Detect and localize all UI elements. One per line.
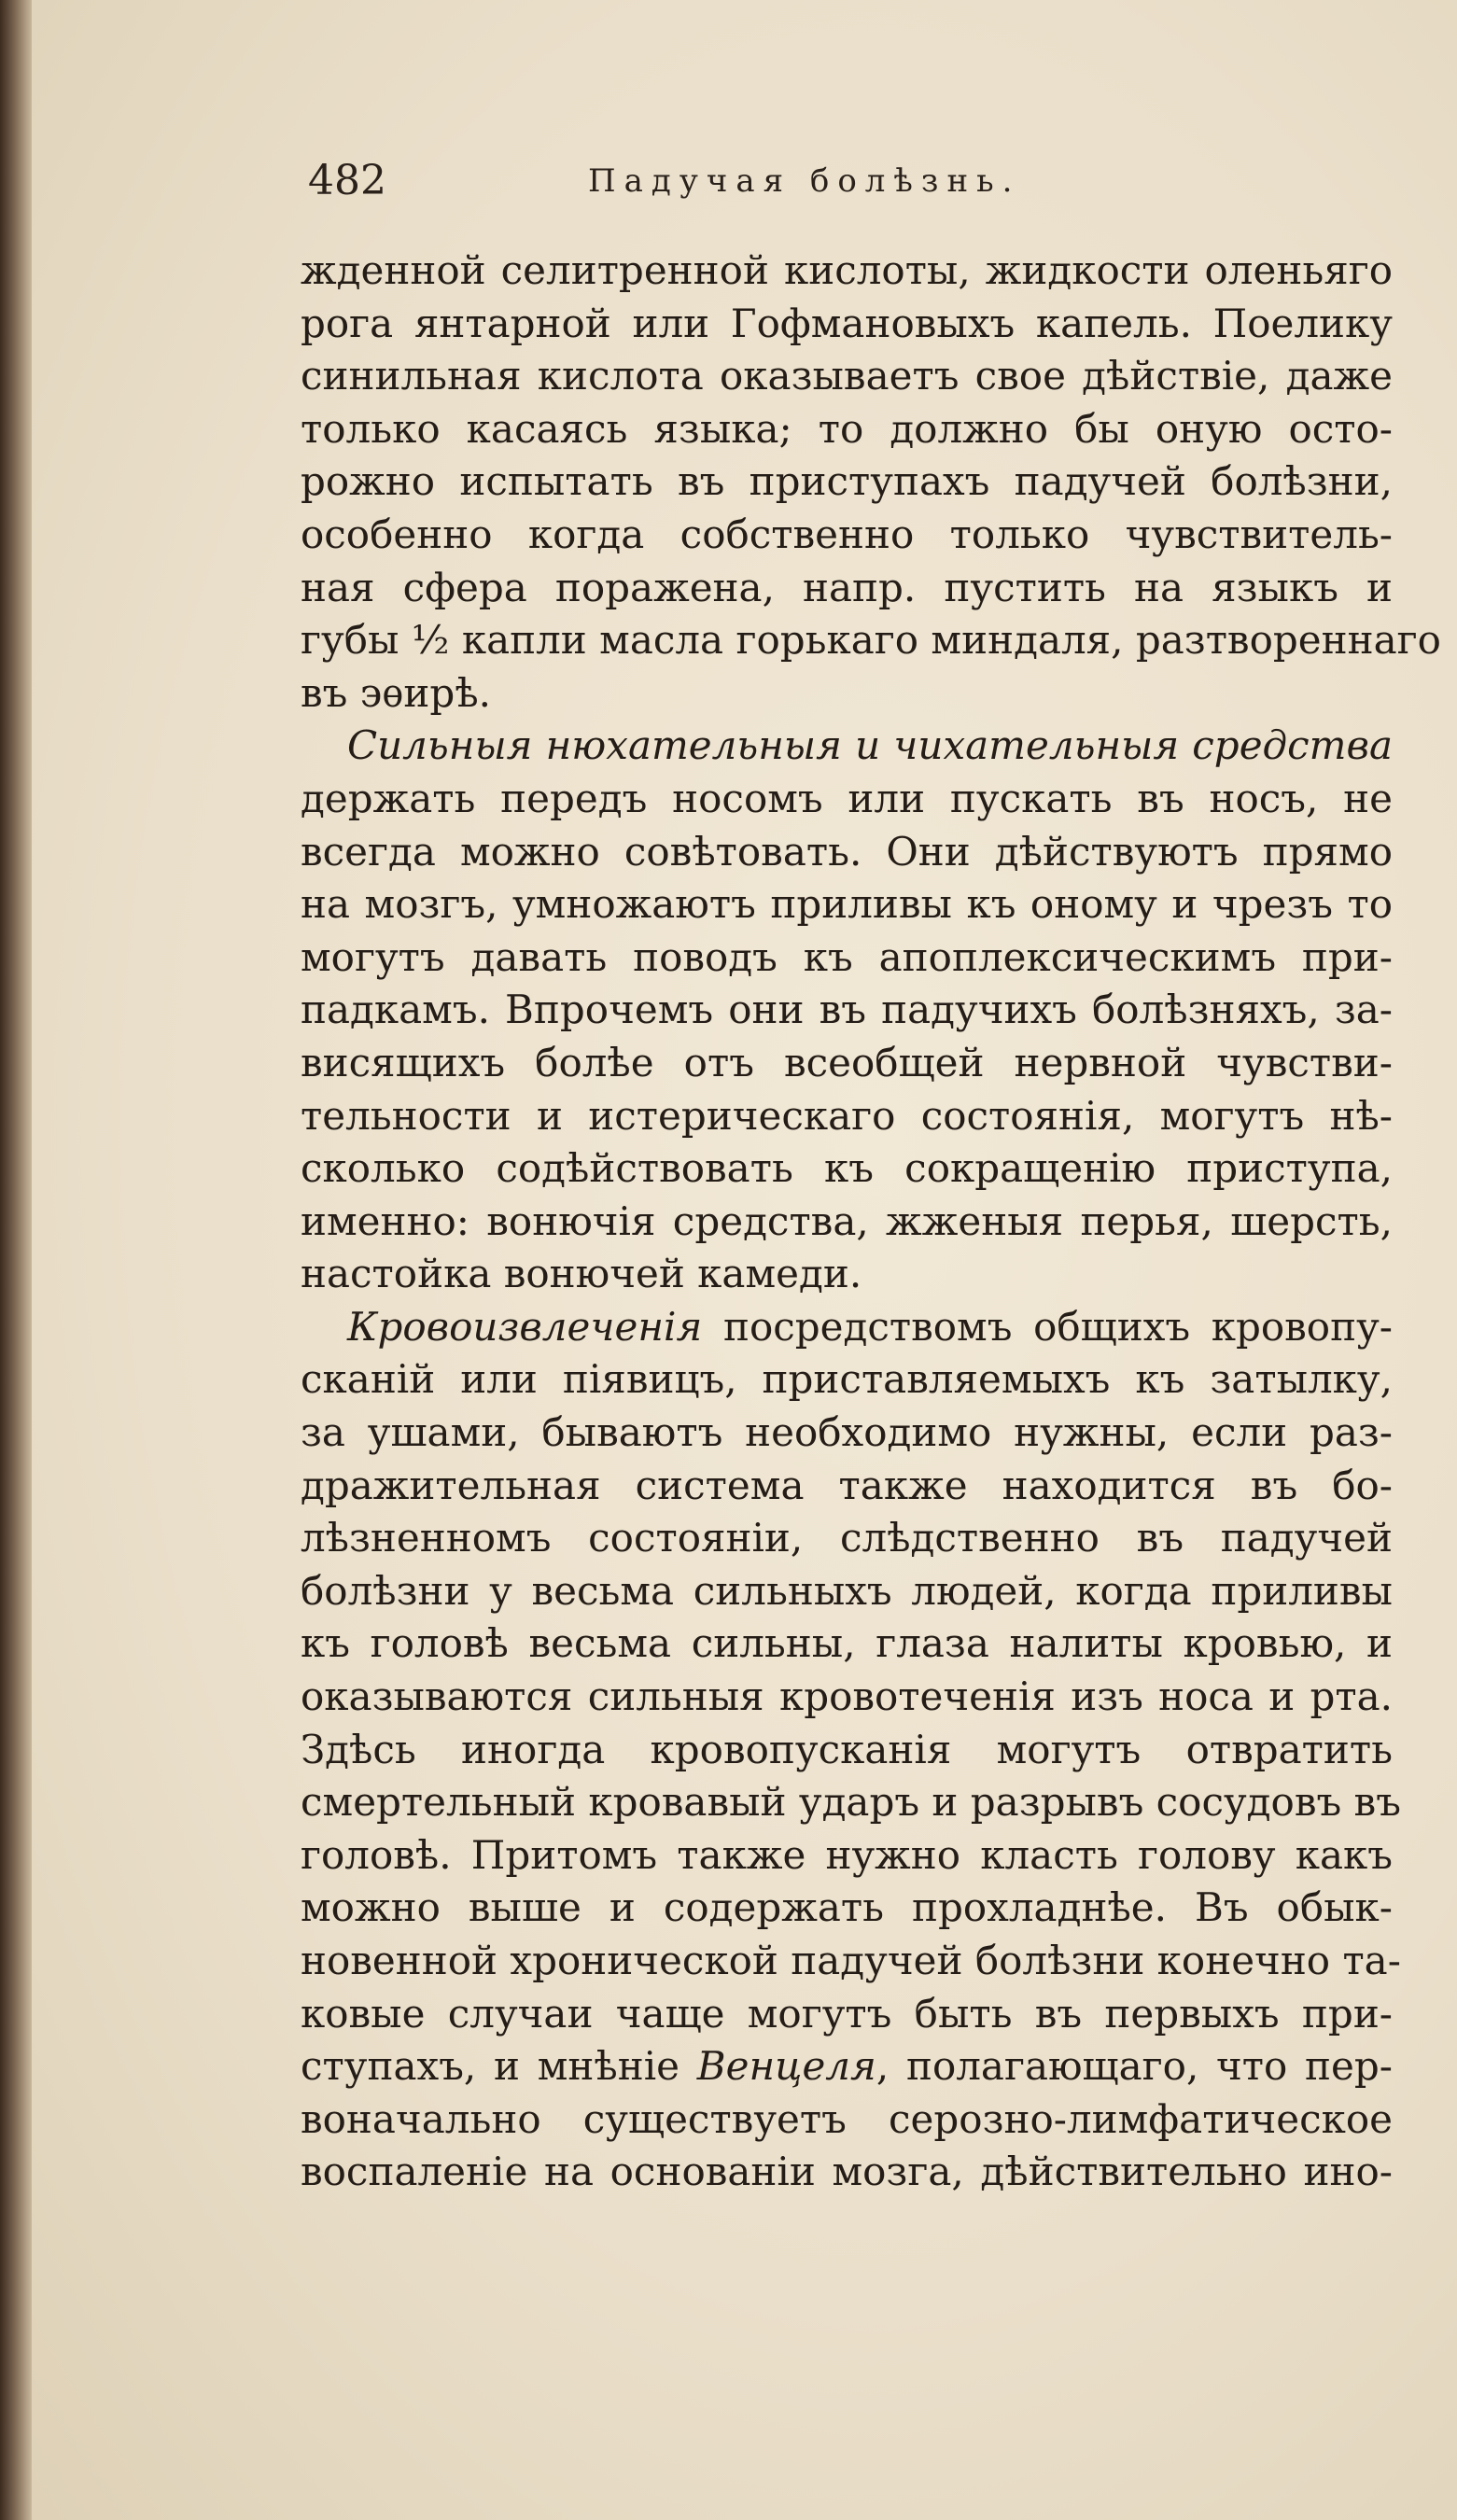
text-line: дражительная система также находится въ бо- [301,1462,1393,1508]
page-number: 482 [308,157,386,204]
text-line: падкамъ. Впрочемъ они въ падучихъ болѣзняхъ, за- [301,987,1393,1033]
text-line: ковые случаи чаще могутъ быть въ первыхъ при- [301,1990,1393,2037]
text-line: оказываются сильныя кровотеченія изъ носа и рта. [301,1673,1393,1720]
italic-phrase: Сильныя нюхательныя и чихательныя средства [347,722,1393,769]
paragraph-1 [301,245,1441,720]
text-line: сканій или піявицъ, приставляемыхъ къ затылку, [301,1356,1393,1403]
text-line: въ эѳирѣ. [301,669,491,716]
text-line: болѣзни у весьма сильныхъ людей, когда приливы [301,1567,1393,1614]
text-line: смертельный кровавый ударъ и разрывъ сосудовъ въ [301,1779,1401,1826]
text-line: новенной хронической падучей болѣзни конечно та- [301,1938,1401,1983]
text-line: тельности и истерическаго состоянія, могутъ нѣ- [301,1092,1393,1139]
text-line: жденной селитренной кислоты, жидкости оленьяго [301,247,1393,293]
text-line: только касаясь языка; то должно бы оную осто- [301,405,1393,452]
text-line: воначально существуетъ серозно-лимфатическое [301,2095,1393,2142]
text-line: можно выше и содержать прохладнѣе. Въ обык- [301,1884,1393,1931]
text-line: сколько содѣйствовать къ сокращенію приступа, [301,1145,1393,1192]
text-line: рожно испытать въ приступахъ падучей болѣзни, [301,458,1393,505]
text-line: могутъ давать поводъ къ апоплексическимъ при- [301,933,1393,980]
text-line: губы ½ капли масла горькаго миндаля, разтвореннаго [301,617,1441,664]
text-line: на мозгъ, умножаютъ приливы къ оному и чрезъ то [301,881,1393,928]
text-line: всегда можно совѣтовать. Они дѣйствуютъ прямо [301,828,1393,875]
text-line: настойка вонючей камеди. [301,1251,862,1297]
italic-phrase: Кровоизвлеченія [347,1303,703,1350]
text-line: висящихъ болѣе отъ всеобщей нервной чувстви- [301,1039,1393,1085]
text-line: лѣзненномъ состояніи, слѣдственно въ падучей [301,1515,1393,1561]
text-line: Кровоизвлеченія посредствомъ общихъ кровопу- [347,1303,1393,1350]
text-line: воспаленіе на основаніи мозга, дѣйствительно ино- [301,2149,1393,2195]
running-title: Падучая болѣзнь. [588,162,1021,200]
book-spine-edge [0,0,32,2520]
text-line: ступахъ, и мнѣніе Венцеля, полагающаго, что пер- [301,2043,1393,2090]
text-line: къ головѣ весьма сильны, глаза налиты кровью, и [301,1620,1393,1667]
text-line: особенно когда собственно только чувствитель- [301,511,1393,557]
paragraph-3 [301,1301,1401,2199]
text-line: синильная кислота оказываетъ свое дѣйствіе, даже [301,353,1393,399]
text-line: ная сфера поражена, напр. пустить на языкъ и [301,564,1393,610]
text-line: рога янтарной или Гофмановыхъ капель. Поелику [301,300,1393,346]
page-header [308,157,1129,222]
paragraph-2 [301,720,1393,1301]
text-line: за ушами, бываютъ необходимо нужны, если раз- [301,1409,1393,1456]
text-line-italic-lead [301,720,1393,773]
italic-phrase: Венцеля [696,2043,876,2090]
text-line: Здѣсь иногда кровопусканія могутъ отвратить [301,1726,1393,1772]
body-text [301,245,1441,2199]
text-line: головѣ. Притомъ также нужно класть голову какъ [301,1831,1393,1878]
text-line: именно: вонючія средства, жженыя перья, шерсть, [301,1197,1393,1244]
text-line: держать передъ носомъ или пускать въ носъ, не [301,775,1393,821]
